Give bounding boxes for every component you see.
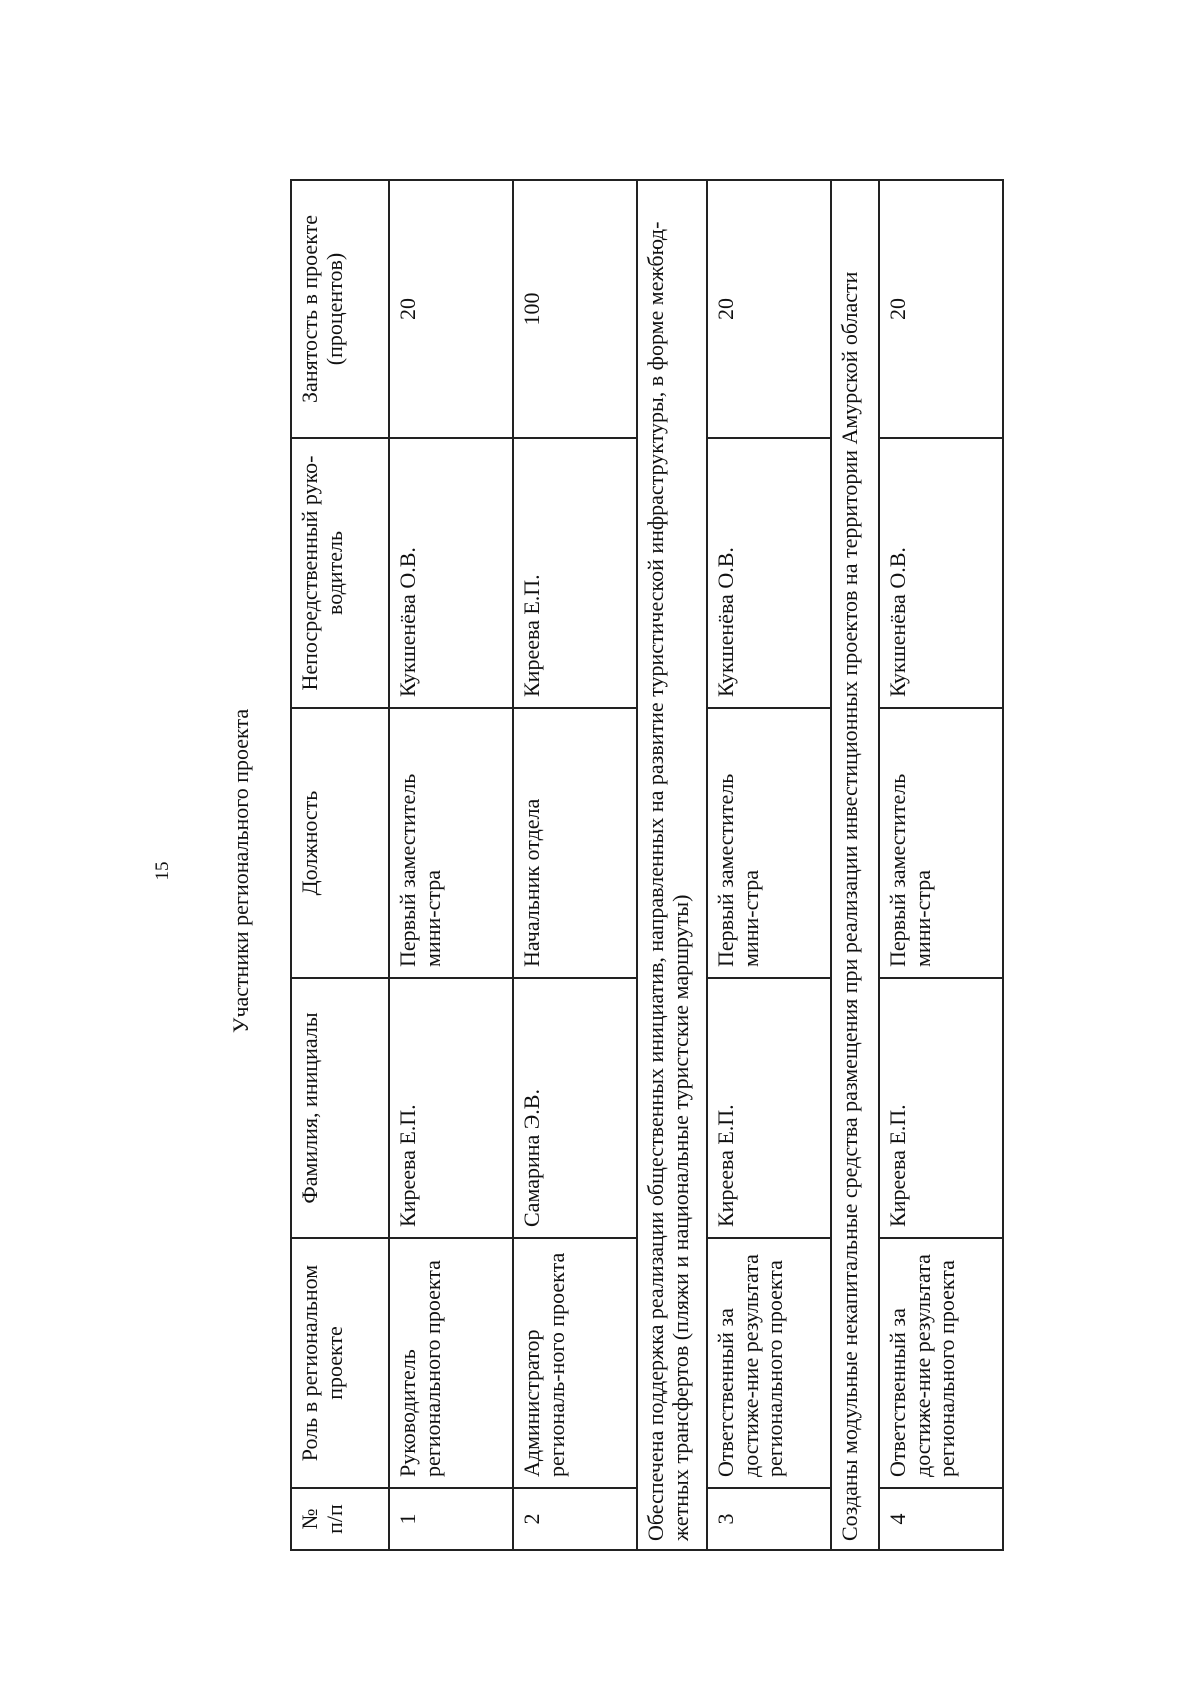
row-load: 20 (389, 180, 513, 438)
table-header-row (291, 180, 389, 1550)
row-manager: Кукшенёва О.В. (879, 438, 1003, 708)
row-load: 20 (707, 180, 831, 438)
row-role: Руководитель регионального проекта (389, 1238, 513, 1488)
table-row (389, 180, 513, 1550)
participants-table (290, 179, 1004, 1551)
document-title: Участники регионального проекта (228, 708, 253, 1034)
section-heading-row (637, 180, 707, 1550)
section-heading: Обеспечена поддержка реализации общественных инициатив, направленных на развитие туристической инфраструктуры, в форме межбюд-жетных трансфертов (пляжи и национальные туристские маршруты) (637, 180, 707, 1550)
row-load: 100 (513, 180, 637, 438)
section-heading: Созданы модульные некапитальные средства размещения при реализации инвестиционных проектов на территории Амурской области (831, 180, 879, 1550)
row-name: Киреева Е.П. (707, 978, 831, 1238)
row-name: Киреева Е.П. (389, 978, 513, 1238)
row-load: 20 (879, 180, 1003, 438)
row-manager: Киреева Е.П. (513, 438, 637, 708)
row-position: Первый заместитель мини-стра (879, 708, 1003, 978)
row-position: Первый заместитель мини-стра (389, 708, 513, 978)
row-name: Самарина Э.В. (513, 978, 637, 1238)
header-position: Должность (291, 708, 389, 978)
header-role: Роль в региональном проекте (291, 1238, 389, 1488)
row-role: Ответственный за достиже-ние результата регионального проекта (707, 1238, 831, 1488)
row-position: Начальник отдела (513, 708, 637, 978)
row-number: 1 (389, 1488, 513, 1550)
header-name: Фамилия, инициалы (291, 978, 389, 1238)
page-number: 15 (152, 861, 173, 881)
rotated-page (80, 51, 1200, 1691)
table-row (707, 180, 831, 1550)
section-heading-row (831, 180, 879, 1550)
row-name: Киреева Е.П. (879, 978, 1003, 1238)
table-row (879, 180, 1003, 1550)
row-number: 4 (879, 1488, 1003, 1550)
row-number: 2 (513, 1488, 637, 1550)
header-load: Занятость в проекте (процентов) (291, 180, 389, 438)
header-manager: Непосредственный руко-водитель (291, 438, 389, 708)
row-position: Первый заместитель мини-стра (707, 708, 831, 978)
row-role: Администратор региональ-ного проекта (513, 1238, 637, 1488)
header-number: № п/п (291, 1488, 389, 1550)
row-number: 3 (707, 1488, 831, 1550)
row-manager: Кукшенёва О.В. (707, 438, 831, 708)
row-manager: Кукшенёва О.В. (389, 438, 513, 708)
row-role: Ответственный за достиже-ние результата регионального проекта (879, 1238, 1003, 1488)
table-row (513, 180, 637, 1550)
